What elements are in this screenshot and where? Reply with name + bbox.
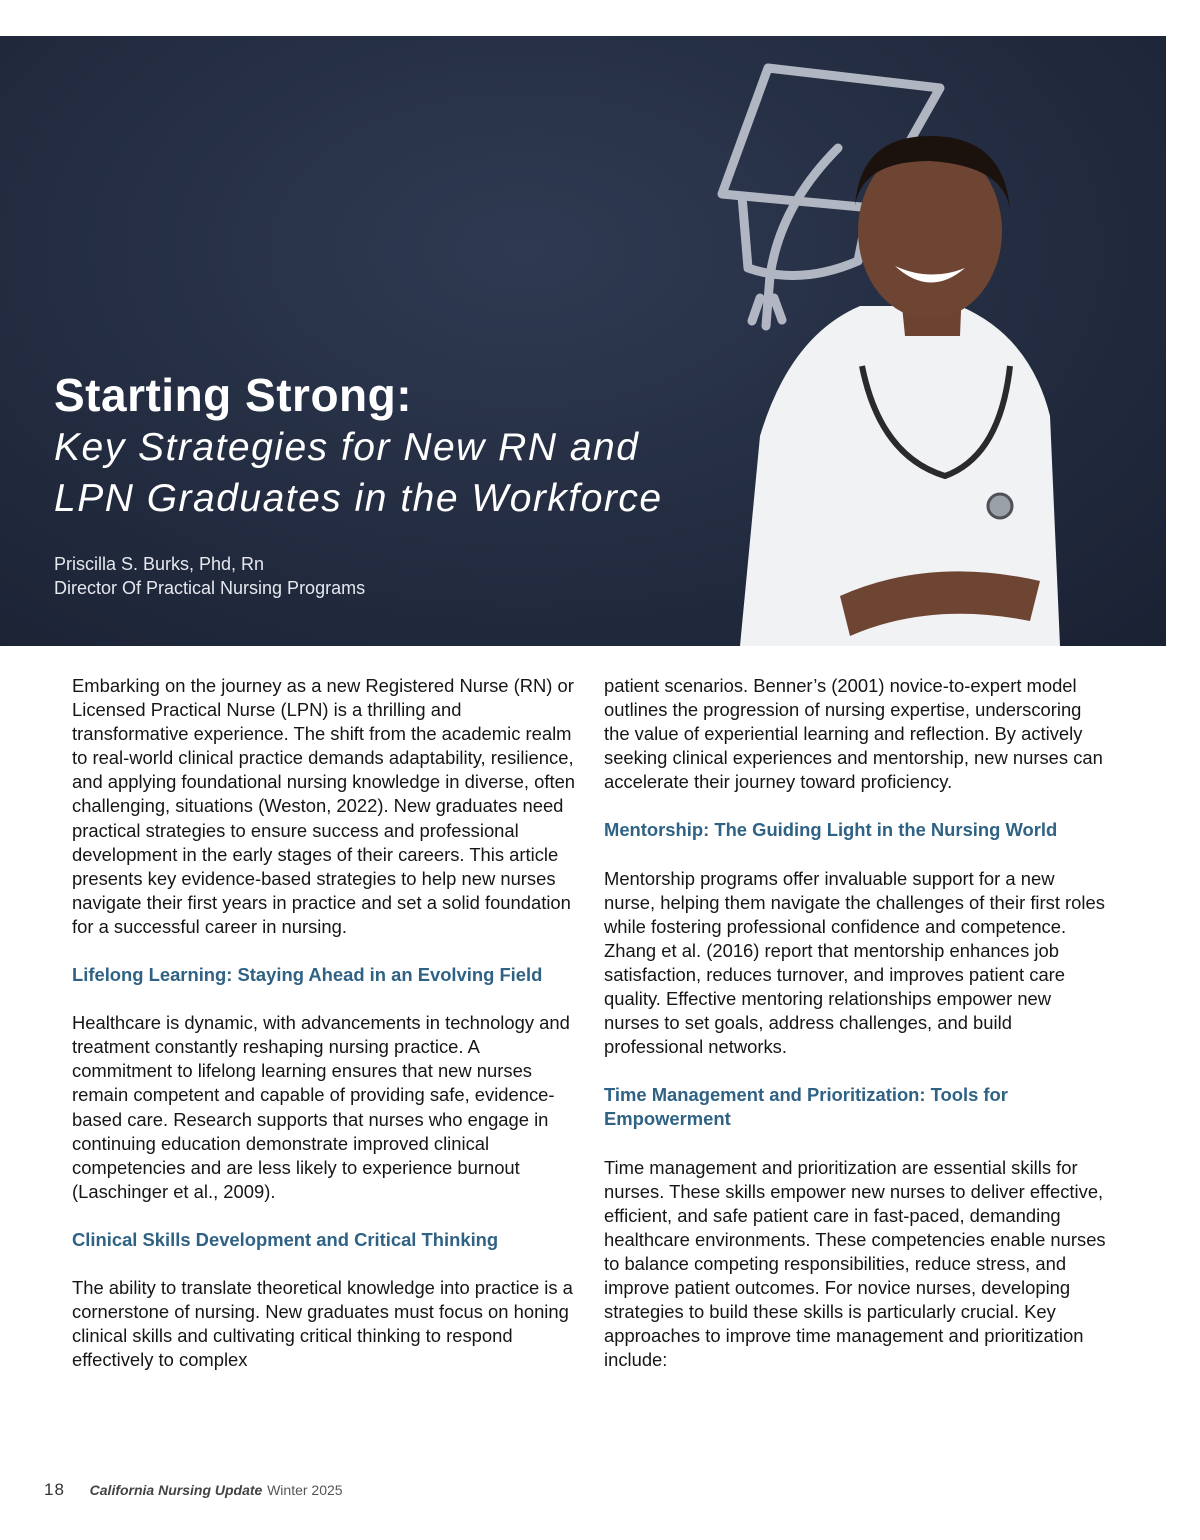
publication-name: California Nursing Update xyxy=(89,1482,263,1498)
clinical-skills-paragraph: The ability to translate theoretical knowledge into practice is a cornerstone of nursing. New graduates must focus on honing clinical skills and cultivating critical thinking to respond effectively to complex xyxy=(72,1276,573,1371)
heading-time-management: Time Management and Prioritization: Tools for Empowerment xyxy=(604,1084,1008,1130)
clinical-skills-paragraph-continued: patient scenarios. Benner’s (2001) novice-to-expert model outlines the progression of nursing expertise, underscoring the value of experiential learning and reflection. By actively seeking clinical experiences and mentorship, new nurses can accelerate their journey toward proficiency. xyxy=(604,675,1103,793)
article-column-left xyxy=(72,674,578,1396)
heading-clinical-skills: Clinical Skills Development and Critical Thinking xyxy=(72,1228,499,1250)
issue-date: Winter 2025 xyxy=(267,1482,343,1498)
article-title: Starting Strong: xyxy=(54,369,413,421)
subtitle-line-1: Key Strategies for New RN and xyxy=(54,426,640,469)
heading-lifelong-learning: Lifelong Learning: Staying Ahead in an Evolving Field xyxy=(72,964,543,986)
page-number: 18 xyxy=(44,1480,65,1499)
article-subtitle xyxy=(54,422,814,524)
intro-paragraph: Embarking on the journey as a new Registered Nurse (RN) or Licensed Practical Nurse (LPN) is a thrilling and transformative experience. The shift from the academic realm to real-world clinical practice demands adaptability, resilience, and applying foundational nursing knowledge in diverse, often challenging, situations (Weston, 2022). New graduates need practical strategies to ensure success and professional development in the early stages of their careers. This article presents key evidence-based strategies to help new nurses navigate their first years in practice and set a solid foundation for a successful career in nursing. xyxy=(72,675,576,937)
lifelong-learning-paragraph: Healthcare is dynamic, with advancements in technology and treatment constantly reshaping nursing practice. A commitment to lifelong learning ensures that new nurses remain competent and capable of providing safe, evidence-based care. Research supports that nurses who engage in continuing education demonstrate improved clinical competencies and are less likely to experience burnout (Laschinger et al., 2009). xyxy=(72,1012,570,1202)
hero-banner xyxy=(0,36,1166,646)
page-footer xyxy=(44,1480,343,1500)
author-byline xyxy=(54,552,365,600)
time-management-paragraph: Time management and prioritization are essential skills for nurses. These skills empower new nurses to deliver effective, efficient, and safe patient care in fast-paced, demanding healthcare environments. These competencies enable nurses to balance competing responsibilities, reduce stress, and improve patient outcomes. For novice nurses, developing strategies to build these skills is particularly crucial. Key approaches to improve time management and prioritization include: xyxy=(604,1156,1106,1371)
subtitle-line-2: LPN Graduates in the Workforce xyxy=(54,477,663,520)
heading-mentorship: Mentorship: The Guiding Light in the Nursing World xyxy=(604,819,1058,841)
article-column-right xyxy=(604,674,1110,1396)
author-name: Priscilla S. Burks, Phd, Rn xyxy=(54,554,265,574)
mentorship-paragraph: Mentorship programs offer invaluable support for a new nurse, helping them navigate the challenges of their first roles while fostering professional confidence and competence. Zhang et al. (2016) report that mentorship enhances job satisfaction, reduces turnover, and improves patient care quality. Effective mentoring relationships empower new nurses to set goals, address challenges, and build professional networks. xyxy=(604,867,1105,1058)
author-role: Director Of Practical Nursing Programs xyxy=(54,578,366,598)
